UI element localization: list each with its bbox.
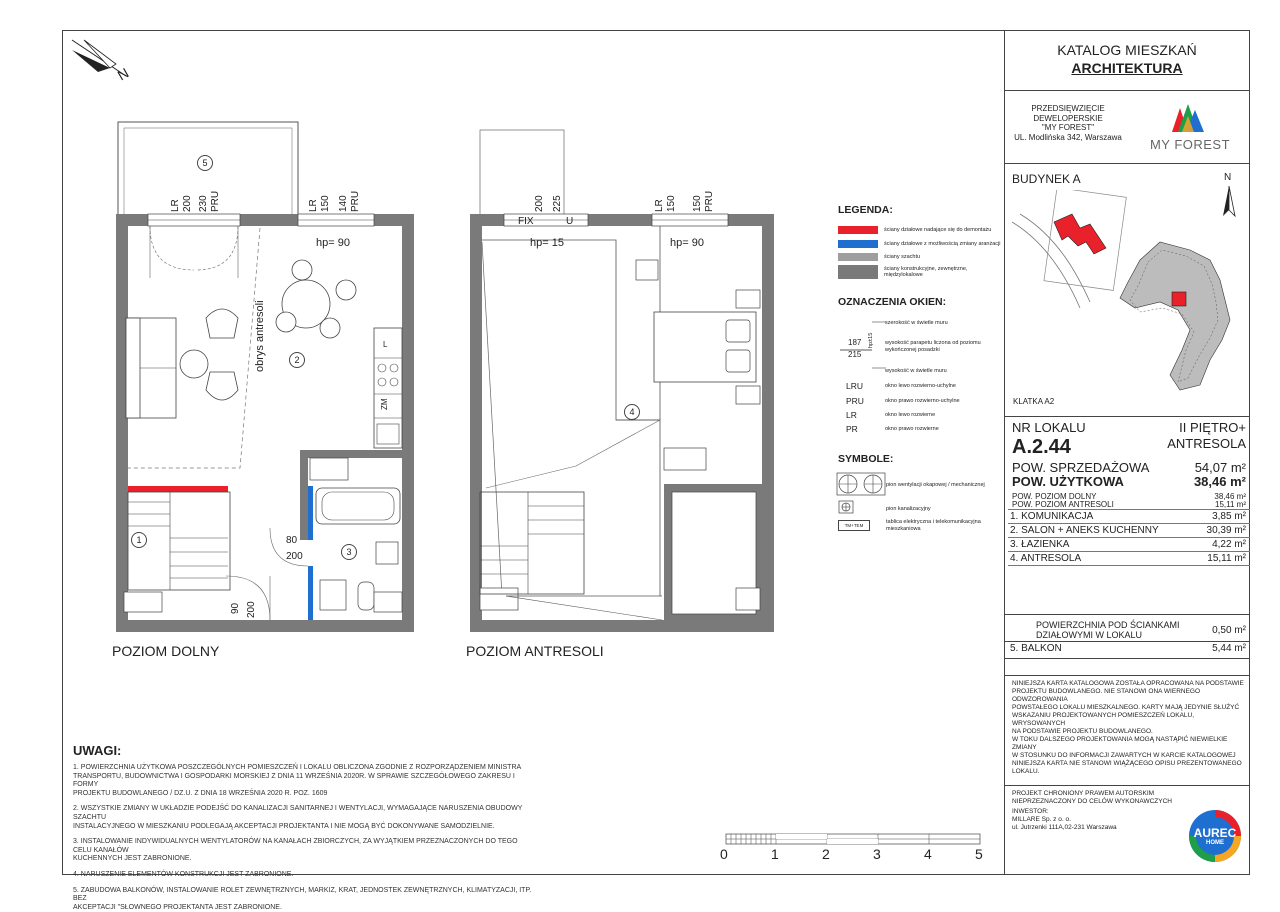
disclaimer-line: LOKALU. bbox=[1012, 768, 1040, 775]
site-plan-map bbox=[1010, 190, 1246, 400]
window-dim-type: LR bbox=[308, 199, 319, 212]
window-code-text: okno prawo rozwierne bbox=[885, 426, 939, 432]
symbols-title: SYMBOLE: bbox=[838, 453, 894, 465]
note-item bbox=[73, 887, 533, 912]
window-dim-type: LR bbox=[654, 199, 665, 212]
under-walls-value: 0,50 m² bbox=[1212, 625, 1246, 636]
legend-swatch bbox=[838, 240, 878, 248]
plan-title-mezzanine: POZIOM ANTRESOLI bbox=[466, 643, 604, 659]
door-dim: 90 bbox=[230, 602, 241, 614]
window-sample-top: 187 bbox=[848, 338, 862, 347]
disclaimer-line: W STOSUNKU DO INFORMACJI ZAWARTYCH W KARCIE KATALOGOWEJ bbox=[1012, 752, 1236, 759]
room-row bbox=[1008, 523, 1250, 537]
symbol-text: tablica elektryczna i telekomunikacyjna mieszkaniowa bbox=[886, 519, 981, 532]
floor-plan-mezzanine bbox=[466, 126, 782, 638]
mezz-level-label: POW. POZIOM ANTRESOLI bbox=[1012, 500, 1114, 509]
kitchen-tag-L: L bbox=[383, 340, 388, 349]
scale-tick: 3 bbox=[873, 846, 881, 862]
note-line: 4. NARUSZENIE ELEMENTÓW KONSTRUKCJI JEST ZABRONIONE. bbox=[73, 870, 294, 878]
door-dim: 200 bbox=[286, 551, 303, 562]
disclaimer-line: NINIEJSZA KARTA KATALOGOWA ZOSTAŁA OPRACOWANA NA PODSTAWIE bbox=[1012, 680, 1244, 687]
window-code: PR bbox=[846, 424, 858, 434]
disclaimer-line: POWSTAŁEGO LOKALU MIESZKALNEGO. KARTY MAJĄ JEDYNIE SŁUŻYĆ bbox=[1012, 704, 1240, 711]
window-code: PRU bbox=[846, 396, 864, 406]
room-row bbox=[1008, 509, 1250, 523]
scale-bar bbox=[716, 832, 988, 848]
room-marker: 5 bbox=[197, 155, 213, 171]
room-label: 3. ŁAZIENKA bbox=[1010, 539, 1070, 550]
window-dim: 150 bbox=[692, 195, 703, 212]
copyright-line: NIEPRZEZNACZONY DO CELÓW WYKONAWCZYCH bbox=[1012, 798, 1172, 805]
room-area: 3,85 m² bbox=[1212, 511, 1246, 522]
room-area: 15,11 m² bbox=[1207, 553, 1246, 564]
scale-tick: 2 bbox=[822, 846, 830, 862]
note-item bbox=[73, 871, 533, 880]
divider bbox=[1004, 785, 1250, 786]
sill-height: hp= 90 bbox=[670, 237, 704, 249]
building-label: BUDYNEK A bbox=[1012, 172, 1081, 186]
note-item bbox=[73, 805, 533, 831]
legend-item bbox=[838, 253, 920, 261]
window-note: wysokość parapetu liczona od poziomu wykończonej posadzki bbox=[885, 340, 981, 353]
window-dim-type: PRU bbox=[704, 190, 715, 212]
under-walls-line-1: POWIERZCHNIA POD ŚCIANKAMI bbox=[1036, 620, 1180, 630]
room-row bbox=[1008, 551, 1250, 566]
plan-title-lower: POZIOM DOLNY bbox=[112, 643, 220, 659]
north-label: N bbox=[114, 64, 132, 84]
notes-list bbox=[73, 764, 533, 912]
window-dim: 150 bbox=[666, 195, 677, 212]
scale-tick: 1 bbox=[771, 846, 779, 862]
legend-text: ściany działowe z możliwością zmiany aranżacji bbox=[884, 241, 1001, 247]
investor-info bbox=[1012, 808, 1117, 832]
developer-info bbox=[1008, 104, 1128, 142]
divider bbox=[1004, 90, 1250, 91]
usable-area-label: POW. UŻYTKOWA bbox=[1012, 474, 1124, 489]
legend-item bbox=[838, 265, 999, 279]
sales-area-label: POW. SPRZEDAŻOWA bbox=[1012, 460, 1150, 475]
window-sample-hp: hp±15 bbox=[868, 332, 874, 348]
lower-level-value: 38,46 m² bbox=[1214, 492, 1246, 501]
note-line: PROJEKTU BUDOWLANEGO / DZ.U. Z DNIA 18 WRZEŚNIA 2020 R. POZ. 1609 bbox=[73, 789, 328, 797]
unit-nr-label: NR LOKALU bbox=[1012, 420, 1086, 435]
note-item bbox=[73, 838, 533, 864]
symbol-text: pion wentylacji okapowej / mechanicznej bbox=[886, 482, 985, 488]
developer-line: PRZEDSIĘWZIĘCIE bbox=[1031, 104, 1105, 113]
room-area: 4,22 m² bbox=[1212, 539, 1246, 550]
note-item bbox=[73, 764, 533, 798]
window-dim: 200 bbox=[534, 195, 545, 212]
divider bbox=[1004, 675, 1250, 676]
mezzanine-outline-label: obrys antresoli bbox=[254, 300, 266, 372]
legend-swatch bbox=[838, 253, 878, 261]
electric-panel-symbol-icon: TM+TEM bbox=[838, 520, 870, 531]
mezz-level-value: 15,11 m² bbox=[1215, 500, 1246, 509]
section-title: ARCHITEKTURA bbox=[1071, 60, 1183, 76]
note-line: 1. POWIERZCHNIA UŻYTKOWA POSZCZEGÓLNYCH POMIESZCZEŃ I LOKALU OBLICZONA ZGODNIE Z ROZPORZĄDZENIEM MINISTRA bbox=[73, 764, 522, 771]
note-line: AKCEPTACJI "SŁOWNEGO PROJEKTANTA JEST ZABRONIONE. bbox=[73, 903, 282, 911]
scale-tick: 4 bbox=[924, 846, 932, 862]
lower-level-label: POW. POZIOM DOLNY bbox=[1012, 492, 1097, 501]
window-code: LR bbox=[846, 410, 857, 420]
under-walls-line-2: DZIAŁOWYMI W LOKALU bbox=[1036, 630, 1143, 640]
note-line: TRANSPORTU, BUDOWNICTWA I GOSPODARKI MORSKIEJ Z DNIA 11 WRZEŚNIA 2020R. W SPRAWIE SZCZEGÓŁOWEGO ZAKRESU I FORMY bbox=[73, 772, 515, 789]
investor-line: ul. Jutrzenki 111A,02-231 Warszawa bbox=[1012, 824, 1117, 831]
window-note: wysokość w świetle muru bbox=[885, 368, 947, 374]
disclaimer-line: NA PODSTAWIE PROJEKTU BUDOWLANEGO. bbox=[1012, 728, 1153, 735]
sill-height: hp= 15 bbox=[530, 237, 564, 249]
room-marker: 3 bbox=[341, 544, 357, 560]
divider bbox=[1004, 163, 1250, 164]
logo-text: MY FOREST bbox=[1149, 137, 1231, 152]
legend-text: ściany działowe nadające się do demontażu bbox=[884, 227, 992, 233]
aurec-sub: HOME bbox=[1206, 840, 1224, 846]
site-north-label: N bbox=[1224, 172, 1232, 183]
room-label: 1. KOMUNIKACJA bbox=[1010, 511, 1094, 522]
divider bbox=[1004, 416, 1250, 417]
window-u-label: U bbox=[566, 216, 574, 227]
legend-swatch bbox=[838, 226, 878, 234]
window-note: szerokość w świetle muru bbox=[885, 320, 948, 326]
disclaimer-line: NINIEJSZA KARTA NIE STANOWI WIĄŻĄCEGO OPISU PREZENTOWANEGO bbox=[1012, 760, 1242, 767]
ventilation-symbol-icon bbox=[836, 472, 886, 496]
title-block-divider bbox=[1004, 30, 1005, 875]
aurec-main: AUREC bbox=[1193, 826, 1237, 840]
window-sample-diagram bbox=[838, 316, 888, 376]
window-sample-bottom: 215 bbox=[848, 350, 862, 359]
room-marker: 1 bbox=[131, 532, 147, 548]
sewer-pipe-symbol-icon bbox=[838, 500, 854, 514]
legend-text: ściany szachtu bbox=[884, 254, 921, 260]
disclaimer-text bbox=[1012, 680, 1248, 776]
floor-line-2: ANTRESOLA bbox=[1167, 436, 1246, 451]
note-line: 5. ZABUDOWA BALKONÓW, INSTALOWANIE ROLET ZEWNĘTRZNYCH, MARKIZ, KRAT, JEDNOSTEK ZEWNĘTRZNYCH, KLIMATYZACJI, ITP. BEZ bbox=[73, 886, 532, 903]
balcony-value: 5,44 m² bbox=[1212, 643, 1246, 654]
developer-line: DEWELOPERSKIE bbox=[1033, 113, 1103, 123]
divider bbox=[1004, 641, 1250, 642]
window-dim: 225 bbox=[552, 195, 563, 212]
sales-area-value: 54,07 m² bbox=[1194, 460, 1246, 475]
note-line: 3. INSTALOWANIE INDYWIDUALNYCH WENTYLATORÓW NA KANAŁACH ZBIORCZYCH, ZA WYJĄTKIEM PRZEZNACZONYCH DO TEGO CELU KANAŁÓW bbox=[73, 838, 518, 854]
window-code-text: okno prawo rozwierno-uchylne bbox=[885, 398, 960, 404]
scale-tick: 5 bbox=[975, 846, 983, 862]
door-dim: 200 bbox=[246, 601, 257, 618]
door-dim: 80 bbox=[286, 535, 298, 546]
developer-line: UL. Modlińska 342, Warszawa bbox=[1014, 132, 1122, 142]
usable-area-value: 38,46 m² bbox=[1193, 474, 1246, 489]
legend-text: ściany konstrukcyjne, zewnętrzne, międzylokalowe bbox=[884, 266, 968, 278]
window-code-text: okno lewo rozwierne bbox=[885, 412, 936, 418]
window-dim: 230 bbox=[198, 195, 209, 212]
legend-title: LEGENDA: bbox=[838, 204, 893, 216]
room-marker: 2 bbox=[289, 352, 305, 368]
room-label: 4. ANTRESOLA bbox=[1010, 553, 1082, 564]
room-label: 2. SALON + ANEKS KUCHENNY bbox=[1010, 525, 1159, 536]
investor-line: INWESTOR: bbox=[1012, 808, 1049, 815]
scale-tick: 0 bbox=[720, 846, 728, 862]
kitchen-tag-ZM: ZM bbox=[380, 398, 389, 410]
copyright-note bbox=[1012, 790, 1172, 806]
divider bbox=[1004, 658, 1250, 659]
window-fix-label: FIX bbox=[518, 216, 534, 227]
window-dim-type: PRU bbox=[210, 190, 221, 212]
floor-line-1: II PIĘTRO+ bbox=[1179, 420, 1246, 435]
note-line: KUCHENNYCH JEST ZABRONIONE. bbox=[73, 855, 192, 863]
window-dim: 200 bbox=[182, 195, 193, 212]
investor-line: MILLARE Sp. z o. o. bbox=[1012, 816, 1071, 823]
room-area: 30,39 m² bbox=[1206, 525, 1246, 536]
sill-height: hp= 90 bbox=[316, 237, 350, 249]
catalog-title: KATALOG MIESZKAŃ bbox=[1057, 42, 1197, 58]
floor-plan-lower bbox=[110, 118, 430, 638]
north-arrow-icon bbox=[66, 36, 146, 92]
room-list bbox=[1008, 509, 1250, 566]
my-forest-logo-icon bbox=[1168, 102, 1208, 134]
note-line: 2. WSZYSTKIE ZMIANY W UKŁADZIE PODEJŚĆ DO KANALIZACJI SANITARNEJ I WENTYLACJI, WYMAGAJĄCE NARUSZENIA OBUDOWY SZACHTU bbox=[73, 805, 523, 821]
unit-number: A.2.44 bbox=[1012, 436, 1071, 458]
windows-title: OZNACZENIA OKIEN: bbox=[838, 296, 947, 308]
legend-item bbox=[838, 226, 991, 234]
window-dim: 150 bbox=[320, 195, 331, 212]
symbol-text: pion kanalizacyjny bbox=[886, 506, 931, 512]
disclaimer-line: WSKAZANIU PROJEKTOWANYCH POMIESZCZEŃ LOKALU, WRYSOWANYCH bbox=[1012, 712, 1195, 727]
legend-swatch bbox=[838, 265, 878, 279]
window-dim-type: PRU bbox=[350, 190, 361, 212]
window-code-text: okno lewo rozwierno-uchylne bbox=[885, 383, 956, 389]
window-dim: 140 bbox=[338, 195, 349, 212]
copyright-line: PROJEKT CHRONIONY PRAWEM AUTORSKIM bbox=[1012, 790, 1155, 797]
notes-title: UWAGI: bbox=[73, 743, 122, 758]
balcony-label: 5. BALKON bbox=[1010, 643, 1062, 654]
room-row bbox=[1008, 537, 1250, 551]
note-line: INSTALACYJNEGO W MIESZKANIU PODLEGAJĄ AKCEPTACJI PROJEKTANTA I NIE MOGĄ BYĆ DOKONYWANE SAMODZIELNIE. bbox=[73, 822, 495, 830]
disclaimer-line: W TOKU DALSZEGO PROJEKTOWANIA MOGĄ NASTĄPIĆ NIEWIELKIE ZMIANY bbox=[1012, 736, 1228, 751]
window-code: LRU bbox=[846, 381, 864, 391]
room-marker: 4 bbox=[624, 404, 640, 420]
disclaimer-line: PROJEKTU BUDOWLANEGO. NIE STANOWI ONA WIERNEGO ODWZOROWANIA bbox=[1012, 688, 1201, 703]
klatka-label: KLATKA A2 bbox=[1013, 397, 1055, 406]
developer-line: "MY FOREST" bbox=[1041, 123, 1095, 132]
window-dim-type: LR bbox=[170, 199, 181, 212]
divider bbox=[1004, 614, 1250, 615]
legend-item bbox=[838, 240, 1000, 248]
